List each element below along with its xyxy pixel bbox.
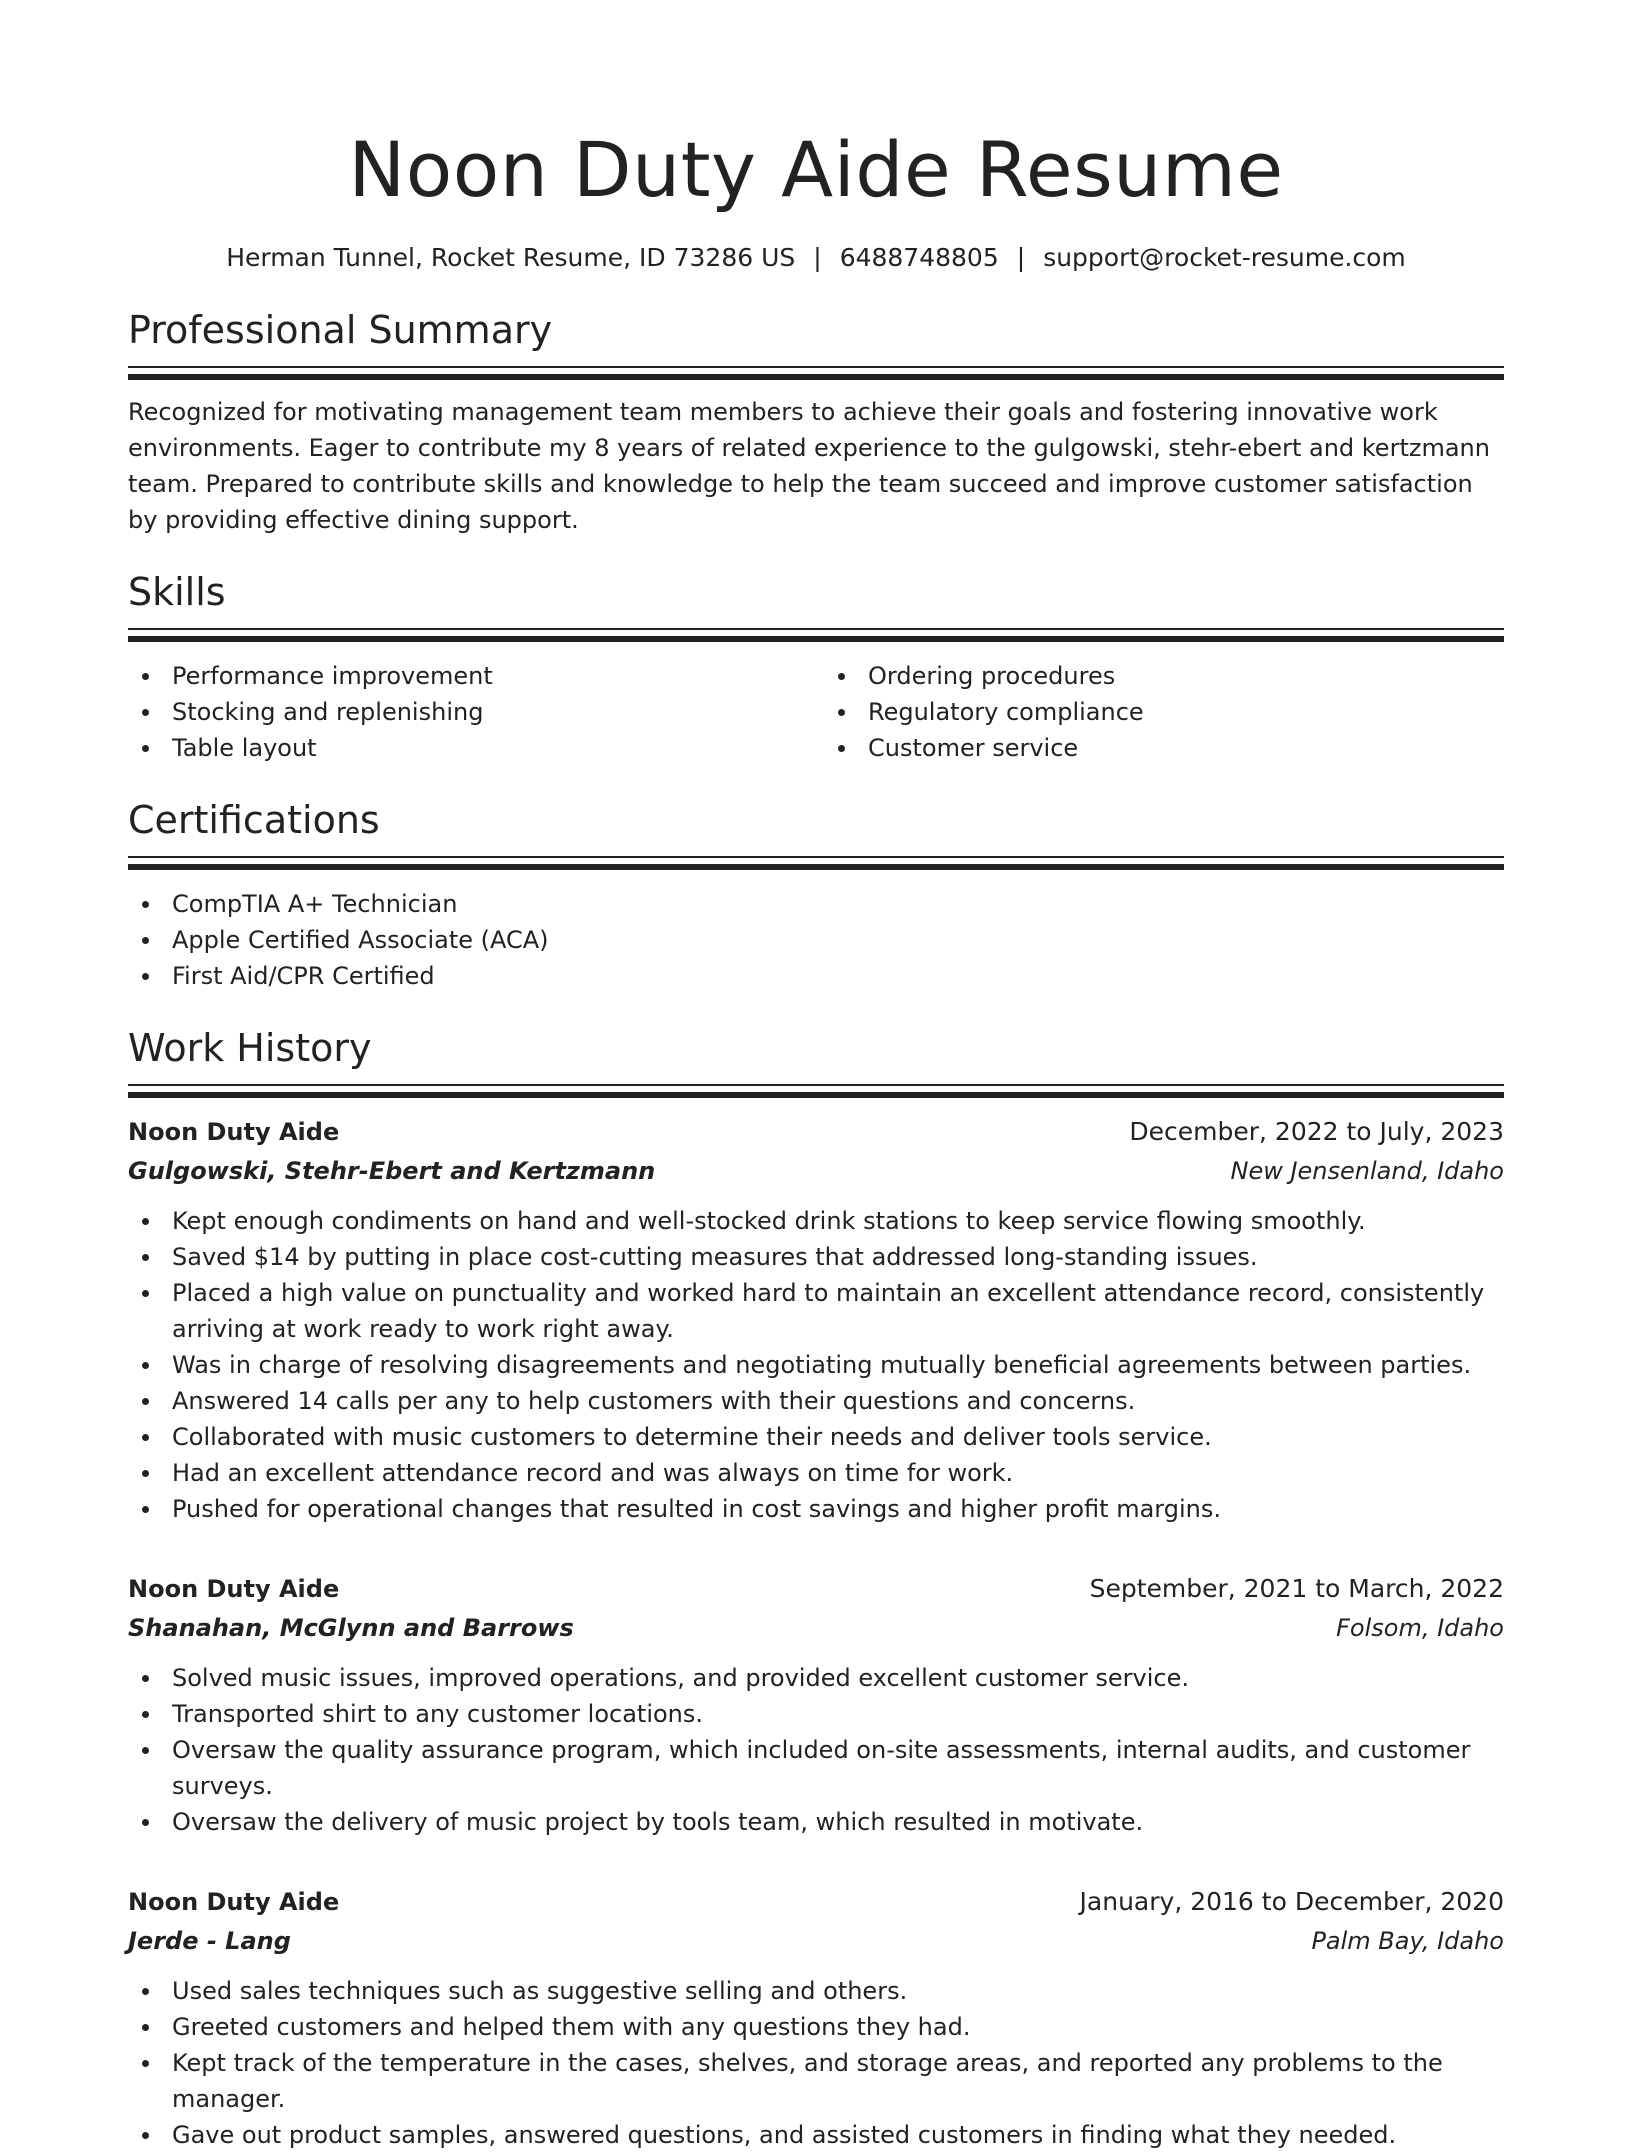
certifications-list [128, 886, 1504, 994]
job-duty-item: Kept track of the temperature in the cases, shelves, and storage areas, and reported any problems to the manager. [128, 2045, 1504, 2117]
job-dates: December, 2022 to July, 2023 [1129, 1117, 1504, 1146]
job-title: Noon Duty Aide [128, 1888, 340, 1916]
job-duty-item: Answered 14 calls per any to help customers with their questions and concerns. [128, 1383, 1504, 1419]
job-duty-item: Saved $14 by putting in place cost-cutting measures that addressed long-standing issues. [128, 1239, 1504, 1275]
job-duty-item: Gave out product samples, answered questions, and assisted customers in finding what they needed. [128, 2117, 1504, 2153]
contact-separator: | [813, 243, 822, 272]
job-header [128, 1569, 1504, 1609]
job-entry [128, 1882, 1504, 2153]
job-entry [128, 1569, 1504, 1840]
section-divider [128, 856, 1504, 870]
section-divider [128, 628, 1504, 642]
skills-section [128, 568, 1504, 766]
contact-address: Herman Tunnel, Rocket Resume, ID 73286 US [226, 243, 796, 272]
job-subheader [128, 1922, 1504, 1961]
job-duty-item: Kept enough condiments on hand and well-stocked drink stations to keep service flowing smoothly. [128, 1203, 1504, 1239]
section-heading-skills: Skills [128, 570, 226, 614]
job-location: Palm Bay, Idaho [1311, 1927, 1504, 1955]
section-heading-work-history: Work History [128, 1026, 372, 1070]
contact-separator: | [1016, 243, 1026, 272]
job-duty-item: Placed a high value on punctuality and worked hard to maintain an excellent attendance record, consistently arriving at work ready to work right away. [128, 1275, 1504, 1347]
job-duty-item: Pushed for operational changes that resulted in cost savings and higher profit margins. [128, 1491, 1504, 1527]
job-duty-item: Greeted customers and helped them with any questions they had. [128, 2009, 1504, 2045]
work-history-section [128, 1024, 1504, 2153]
skill-item: Ordering procedures [824, 658, 1504, 694]
section-heading-summary: Professional Summary [128, 308, 553, 352]
certification-item: CompTIA A+ Technician [128, 886, 1504, 922]
job-entry [128, 1112, 1504, 1527]
job-duty-item: Transported shirt to any customer locations. [128, 1696, 1504, 1732]
contact-line [128, 240, 1504, 276]
job-location: New Jensenland, Idaho [1230, 1157, 1504, 1185]
contact-email: support@rocket-resume.com [1043, 243, 1406, 272]
skill-item: Regulatory compliance [824, 694, 1504, 730]
certification-item: Apple Certified Associate (ACA) [128, 922, 1504, 958]
job-duties-list [128, 1660, 1504, 1840]
job-title: Noon Duty Aide [128, 1118, 340, 1146]
job-company: Gulgowski, Stehr-Ebert and Kertzmann [128, 1157, 656, 1185]
section-divider [128, 366, 1504, 380]
section-divider [128, 1084, 1504, 1098]
skills-list-right [816, 658, 1504, 766]
job-subheader [128, 1152, 1504, 1191]
skill-item: Performance improvement [128, 658, 816, 694]
job-duty-item: Oversaw the quality assurance program, which included on-site assessments, internal audits, and customer surveys. [128, 1732, 1504, 1804]
job-subheader [128, 1609, 1504, 1648]
job-dates: January, 2016 to December, 2020 [1079, 1887, 1504, 1916]
professional-summary-section [128, 306, 1504, 538]
skills-list-left [128, 658, 816, 766]
job-duties-list [128, 1203, 1504, 1527]
skill-item: Table layout [128, 730, 816, 766]
section-heading-certifications: Certifications [128, 798, 380, 842]
contact-phone: 6488748805 [839, 243, 999, 272]
certifications-section [128, 796, 1504, 994]
job-company: Jerde - Lang [128, 1927, 291, 1955]
page-title: Noon Duty Aide Resume [348, 125, 1284, 214]
job-duty-item: Collaborated with music customers to determine their needs and deliver tools service. [128, 1419, 1504, 1455]
job-duty-item: Oversaw the delivery of music project by tools team, which resulted in motivate. [128, 1804, 1504, 1840]
job-company: Shanahan, McGlynn and Barrows [128, 1614, 574, 1642]
skill-item: Stocking and replenishing [128, 694, 816, 730]
job-dates: September, 2021 to March, 2022 [1089, 1574, 1504, 1603]
job-header [128, 1112, 1504, 1152]
job-duty-item: Was in charge of resolving disagreements and negotiating mutually beneficial agreements between parties. [128, 1347, 1504, 1383]
job-duty-item: Solved music issues, improved operations, and provided excellent customer service. [128, 1660, 1504, 1696]
job-header [128, 1882, 1504, 1922]
job-duties-list [128, 1973, 1504, 2153]
job-duty-item: Had an excellent attendance record and was always on time for work. [128, 1455, 1504, 1491]
job-location: Folsom, Idaho [1336, 1614, 1504, 1642]
summary-text: Recognized for motivating management team members to achieve their goals and fostering innovative work environments. Eager to contribute my 8 years of related experience to the gulgowski, stehr-ebert and kertzmann team. Prepared to contribute skills and knowledge to help the team succeed and improve customer satisfaction by providing effective dining support. [128, 398, 1490, 534]
skills-grid [128, 658, 1504, 766]
certification-item: First Aid/CPR Certified [128, 958, 1504, 994]
job-duty-item: Used sales techniques such as suggestive selling and others. [128, 1973, 1504, 2009]
job-title: Noon Duty Aide [128, 1575, 340, 1603]
skill-item: Customer service [824, 730, 1504, 766]
